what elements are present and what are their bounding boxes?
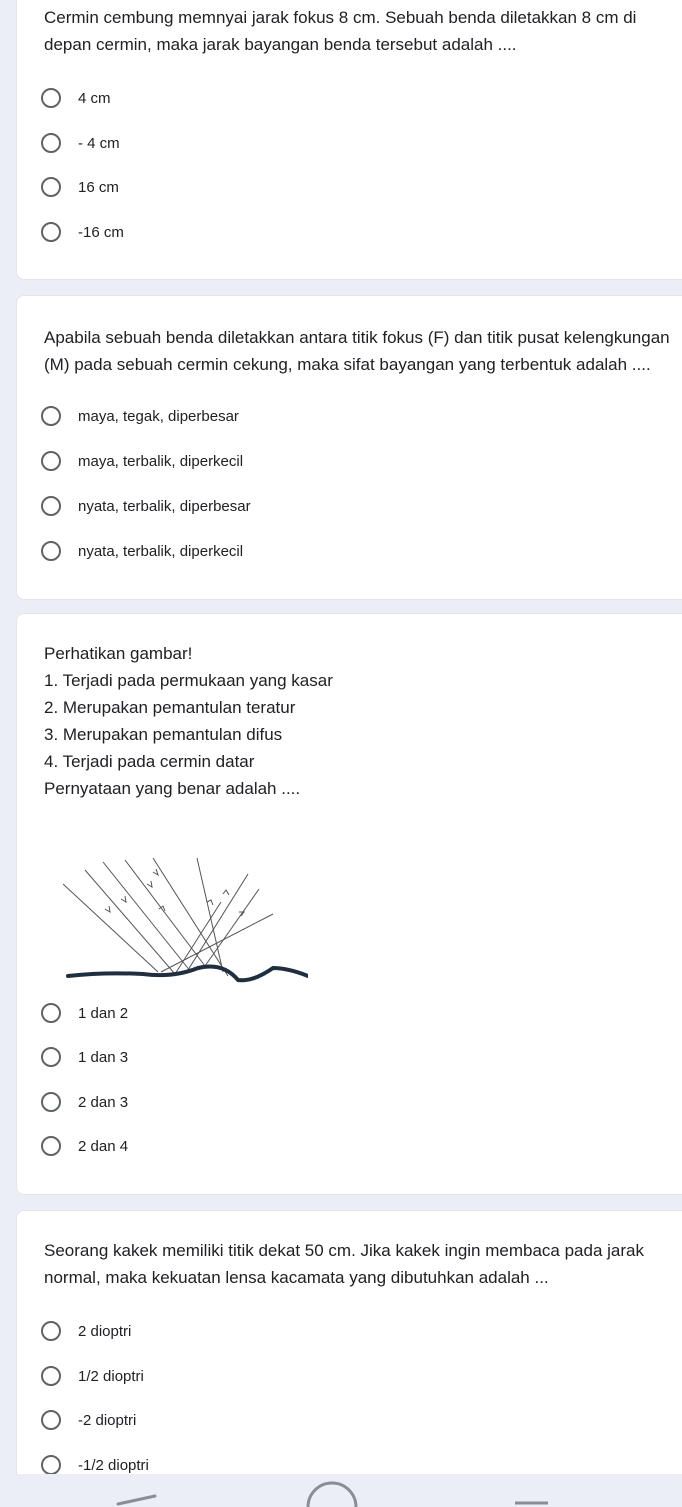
question-card-3: [16, 613, 682, 1195]
option-label: 1 dan 2: [78, 1004, 129, 1022]
system-navigation-bar: [0, 1474, 682, 1507]
option-label: - 4 cm: [78, 134, 120, 152]
question-card-2: [16, 295, 682, 600]
option-label: 1/2 dioptri: [78, 1367, 144, 1385]
radio-circle-icon[interactable]: [41, 496, 61, 516]
back-chevron-icon[interactable]: [100, 1474, 160, 1507]
radio-circle-icon[interactable]: [41, 406, 61, 426]
radio-circle-icon[interactable]: [41, 1410, 61, 1430]
radio-circle-icon[interactable]: [41, 1321, 61, 1341]
radio-circle-icon[interactable]: [41, 1455, 61, 1475]
option-label: 2 dioptri: [78, 1322, 132, 1340]
radio-circle-icon[interactable]: [41, 1047, 61, 1067]
radio-circle-icon[interactable]: [41, 1136, 61, 1156]
option-label: -2 dioptri: [78, 1411, 137, 1429]
radio-circle-icon[interactable]: [41, 177, 61, 197]
recents-icon[interactable]: [510, 1474, 570, 1507]
radio-circle-icon[interactable]: [41, 88, 61, 108]
radio-circle-icon[interactable]: [41, 541, 61, 561]
question-card-4: [16, 1210, 682, 1485]
diffuse-reflection-diagram: [63, 854, 308, 989]
option-radio[interactable]: [41, 1087, 128, 1117]
option-label: -1/2 dioptri: [78, 1456, 149, 1474]
option-radio[interactable]: [41, 446, 243, 476]
option-label: 2 dan 3: [78, 1093, 129, 1111]
option-radio[interactable]: [41, 83, 111, 113]
option-radio[interactable]: [41, 172, 119, 202]
option-label: 1 dan 3: [78, 1048, 129, 1066]
option-label: 4 cm: [78, 89, 111, 107]
question-card-1: [16, 0, 682, 280]
radio-circle-icon[interactable]: [41, 451, 61, 471]
option-radio[interactable]: [41, 1361, 144, 1391]
question-text: Apabila sebuah benda diletakkan antara titik fokus (F) dan titik pusat kelengkungan (M) pada sebuah cermin cekung, maka sifat bayangan yang terbentuk adalah ....: [44, 328, 670, 374]
option-radio[interactable]: [41, 491, 251, 521]
option-label: maya, tegak, diperbesar: [78, 407, 239, 425]
question-text: Cermin cembung memnyai jarak fokus 8 cm. Sebuah benda diletakkan 8 cm di depan cermin, maka jarak bayangan benda tersebut adalah ....: [44, 8, 637, 54]
question-text: Seorang kakek memiliki titik dekat 50 cm. Jika kakek ingin membaca pada jarak normal, maka kekuatan lensa kacamata yang dibutuhkan adalah ...: [44, 1241, 644, 1287]
option-label: 2 dan 4: [78, 1137, 129, 1155]
option-radio[interactable]: [41, 217, 124, 247]
radio-circle-icon[interactable]: [41, 1366, 61, 1386]
radio-circle-icon[interactable]: [41, 133, 61, 153]
option-label: nyata, terbalik, diperbesar: [78, 497, 251, 515]
radio-circle-icon[interactable]: [41, 1003, 61, 1023]
option-radio[interactable]: [41, 536, 243, 566]
question-text: Perhatikan gambar! 1. Terjadi pada permukaan yang kasar 2. Merupakan pemantulan teratur 3. Merupakan pemantulan difus 4. Terjadi pada cermin datar Pernyataan yang benar adalah ....: [44, 644, 333, 798]
option-label: -16 cm: [78, 223, 124, 241]
option-label: maya, terbalik, diperkecil: [78, 452, 244, 470]
option-label: nyata, terbalik, diperkecil: [78, 542, 244, 560]
option-radio[interactable]: [41, 998, 128, 1028]
radio-circle-icon[interactable]: [41, 222, 61, 242]
home-circle-icon[interactable]: [305, 1474, 365, 1507]
option-radio[interactable]: [41, 1042, 128, 1072]
option-radio[interactable]: [41, 128, 120, 158]
radio-circle-icon[interactable]: [41, 1092, 61, 1112]
option-radio[interactable]: [41, 1316, 131, 1346]
option-radio[interactable]: [41, 1131, 128, 1161]
option-label: 16 cm: [78, 178, 119, 196]
option-radio[interactable]: [41, 401, 239, 431]
option-radio[interactable]: [41, 1405, 136, 1435]
